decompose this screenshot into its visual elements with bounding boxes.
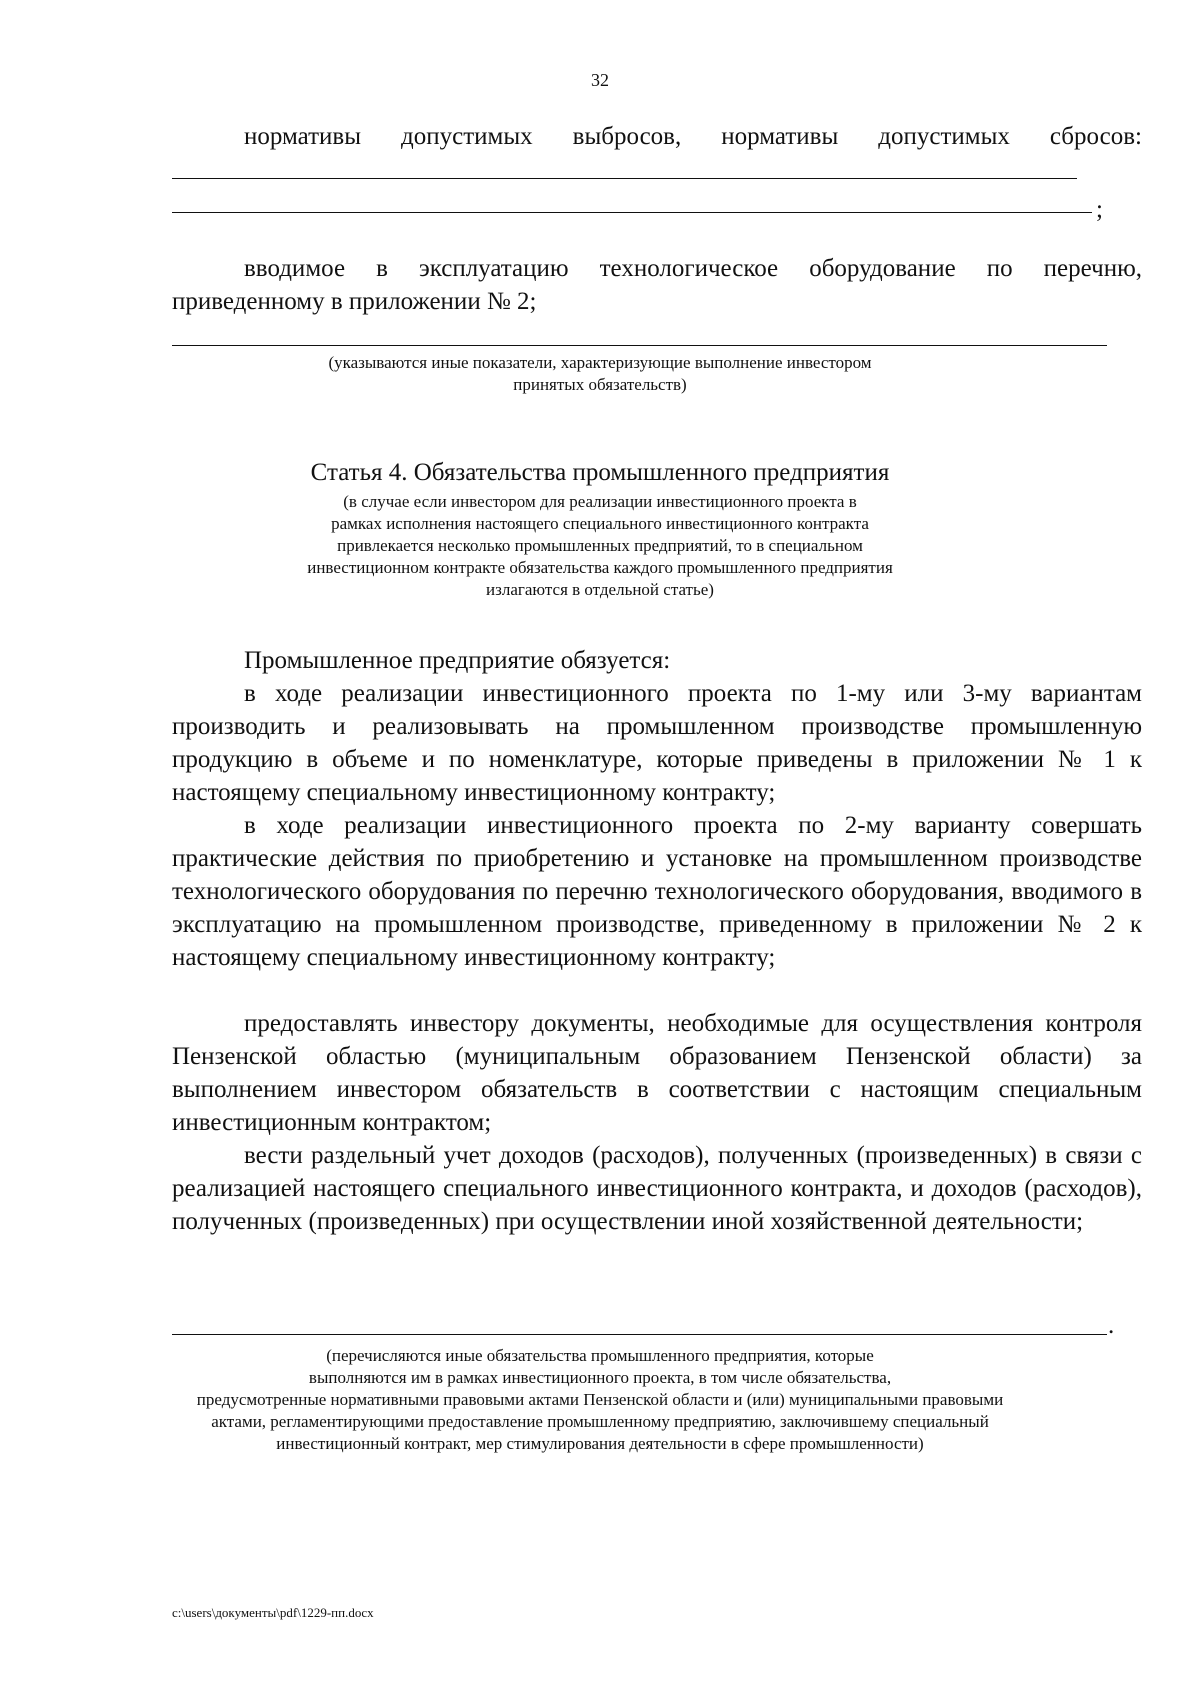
note-line: предусмотренные нормативными правовыми актами Пензенской области и (или) муниципальными правовыми: [196, 1390, 1004, 1409]
note-line: выполняются им в рамках инвестиционного проекта, в том числе обязательства,: [308, 1368, 892, 1387]
note-other-obligations: [0, 1345, 1200, 1455]
emissions-norms-line: нормативы допустимых выбросов, нормативы допустимых сбросов:: [244, 123, 1142, 150]
obligation-paragraph-2: в ходе реализации инвестиционного проекта по 2-му варианту совершать практические действия по приобретению и установке на промышленном производстве технологического оборудования по перечню технологического оборудования, вводимого в эксплуатацию на промышленном производстве, приведенному в приложении № 2 к настоящему специальному инвестиционному контракту;: [172, 812, 1142, 971]
equipment-paragraph: вводимое в эксплуатацию технологическое оборудование по перечню, приведенному в приложении № 2;: [172, 255, 1142, 315]
note-line: (указываются иные показатели, характеризующие выполнение инвестором: [328, 353, 872, 372]
obligations-intro: Промышленное предприятие обязуется:: [244, 647, 671, 674]
note-indicators: [0, 352, 1200, 396]
article-subtitle: [0, 491, 1200, 601]
note-line: актами, регламентирующими предоставление промышленному предприятию, заключившему специальный: [211, 1412, 989, 1431]
subtitle-line: привлекается несколько промышленных предприятий, то в специальном: [337, 536, 863, 555]
note-line: инвестиционный контракт, мер стимулирования деятельности в сфере промышленности): [276, 1434, 924, 1453]
note-line: принятых обязательств): [513, 375, 687, 394]
subtitle-line: рамках исполнения настоящего специального инвестиционного контракта: [331, 514, 869, 533]
obligation-paragraph-3: предоставлять инвестору документы, необходимые для осуществления контроля Пензенской областью (муниципальным образованием Пензенской области) за выполнением инвестором обязательств в соответствии с настоящим специальным инвестиционным контрактом;: [172, 1010, 1142, 1136]
file-path: c:\users\документы\pdf\1229-пп.docx: [172, 1605, 374, 1620]
article-title: Статья 4. Обязательства промышленного предприятия: [310, 459, 890, 486]
note-line: (перечисляются иные обязательства промышленного предприятия, которые: [326, 1346, 874, 1365]
blank-line-1: [172, 178, 1077, 179]
subtitle-line: инвестиционном контракте обязательства каждого промышленного предприятия: [307, 558, 893, 577]
period: .: [1108, 1312, 1115, 1339]
blank-line-2: [172, 212, 1092, 213]
page-number: 32: [591, 70, 609, 90]
blank-line-4: [172, 1334, 1107, 1335]
obligation-paragraph-4: вести раздельный учет доходов (расходов), полученных (произведенных) в связи с реализацией настоящего специального инвестиционного контракта, и доходов (расходов), полученных (произведенных) при осуществлении иной хозяйственной деятельности;: [172, 1142, 1142, 1235]
obligation-paragraph-1: в ходе реализации инвестиционного проекта по 1-му или 3-му вариантам производить и реализовывать на промышленном производстве промышленную продукцию в объеме и по номенклатуре, которые приведены в приложении № 1 к настоящему специальному инвестиционному контракту;: [172, 680, 1142, 806]
subtitle-line: (в случае если инвестором для реализации инвестиционного проекта в: [343, 492, 857, 511]
semicolon: ;: [1096, 196, 1103, 223]
blank-line-3: [172, 345, 1107, 346]
subtitle-line: излагаются в отдельной статье): [486, 580, 714, 599]
